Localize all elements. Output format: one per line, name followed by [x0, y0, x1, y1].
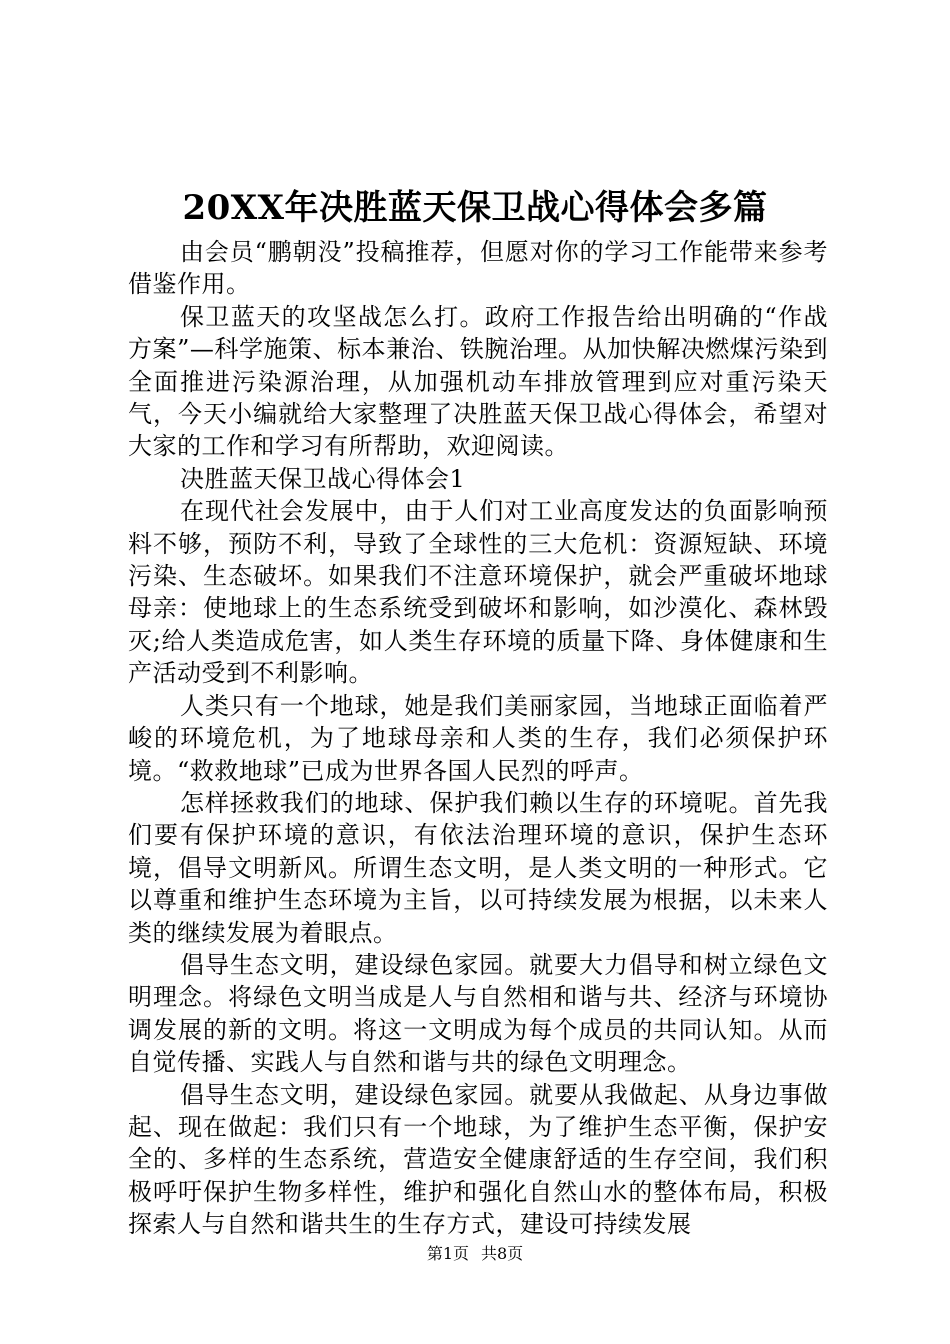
body-paragraph: 倡导生态文明，建设绿色家园。就要从我做起、从身边事做起、现在做起：我们只有一个地球，为了维护生态平衡，保护安全的、多样的生态系统，营造安全健康舒适的生存空间，我们积极呼吁保护生物多样性，维护和强化自然山水的整体布局，积极探索人与自然和谐共生的生存方式，建设可持续发展: [128, 1080, 828, 1239]
section-heading: 决胜蓝天保卫战心得体会1: [180, 464, 466, 493]
body-paragraph: 人类只有一个地球，她是我们美丽家园，当地球正面临着严峻的环境危机，为了地球母亲和人类的生存，我们必须保护环境。“救救地球”已成为世界各国人民烈的呼声。: [128, 691, 828, 785]
page-footer: [0, 1242, 950, 1266]
intro-paragraph: 由会员“鹏朝没”投稿推荐，但愿对你的学习工作能带来参考借鉴作用。: [128, 238, 828, 299]
body-paragraph: 怎样拯救我们的地球、保护我们赖以生存的环境呢。首先我们要有保护环境的意识，有依法治理环境的意识，保护生态环境，倡导文明新风。所谓生态文明，是人类文明的一种形式。它以尊重和维护生态环境为主旨，以可持续发展为根据，以未来人类的继续发展为着眼点。: [128, 788, 828, 947]
page-number: 第1页: [426, 1244, 469, 1263]
document-title: 20XX年决胜蓝天保卫战心得体会多篇: [182, 188, 768, 228]
body-paragraph: 倡导生态文明，建设绿色家园。就要大力倡导和树立绿色文明理念。将绿色文明当成是人与自然相和谐与共、经济与环境协调发展的新的文明。将这一文明成为每个成员的共同认知。从而自觉传播、实践人与自然和谐与共的绿色文明理念。: [128, 950, 828, 1077]
body-paragraph: 在现代社会发展中，由于人们对工业高度发达的负面影响预料不够，预防不利，导致了全球性的三大危机：资源短缺、环境污染、生态破坏。如果我们不注意环境保护，就会严重破坏地球母亲：使地球上的生态系统受到破坏和影响，如沙漠化、森林毁灭;给人类造成危害，如人类生存环境的质量下降、身体健康和生产活动受到不利影响。: [128, 497, 828, 688]
summary-paragraph: 保卫蓝天的攻坚战怎么打。政府工作报告给出明确的“作战方案”—科学施策、标本兼治、铁腕治理。从加快解决燃煤污染到全面推进污染源治理，从加强机动车排放管理到应对重污染天气，今天小编就给大家整理了决胜蓝天保卫战心得体会，希望对大家的工作和学习有所帮助，欢迎阅读。: [128, 302, 828, 461]
document-body: [128, 236, 828, 1241]
page-total: 共8页: [481, 1244, 524, 1263]
